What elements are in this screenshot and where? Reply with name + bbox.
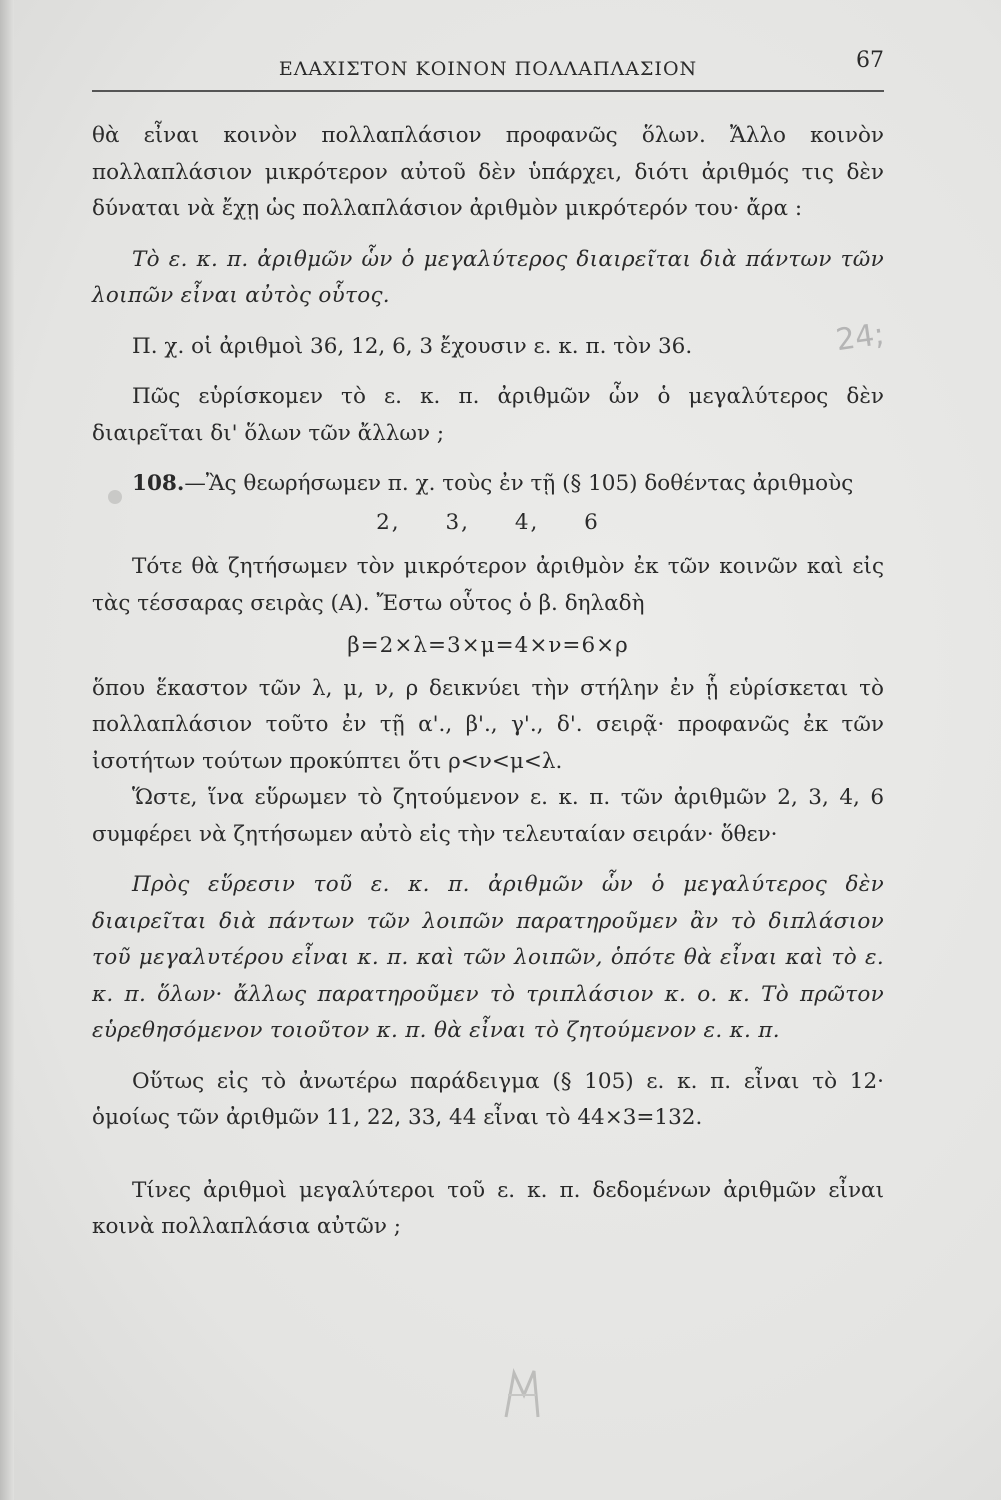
page-number: 67 xyxy=(856,48,884,73)
formula: β=2×λ=3×μ=4×ν=6×ρ xyxy=(347,633,629,658)
paragraph-8: Ὥστε, ἵνα εὕρωμεν τὸ ζητούμενον ε. κ. π. τῶν ἀριθμῶν 2, 3, 4, 6 συμφέρει νὰ ζητήσωμεν αὐτὸ εἰς τὴν τελευταίαν σειράν· ὅθεν· xyxy=(92,785,884,847)
body-text xyxy=(92,118,884,1246)
paragraph-7: ὅπου ἕκαστον τῶν λ, μ, ν, ρ δεικνύει τὴν στήλην ἐν ᾗ εὑρίσκεται τὸ πολλαπλάσιον τοῦτο ἐν τῇ α'., β'., γ'., δ'. σειρᾷ· προφανῶς ἐκ τῶν ἰσοτήτων τούτων προκύπτει ὅτι ρ<ν<μ<λ. xyxy=(92,675,884,774)
paragraph-10: Οὕτως εἰς τὸ ἀνωτέρω παράδειγμα (§ 105) ε. κ. π. εἶναι τὸ 12· ὁμοίως τῶν ἀριθμῶν 11, 22, 33, 44 εἶναι τὸ 44×3=132. xyxy=(92,1068,884,1130)
paragraph-1: θὰ εἶναι κοινὸν πολλαπλάσιον προφανῶς ὅλων. Ἄλλο κοινὸν πολλαπλάσιον μικρότερον αὐτοῦ δὲν ὑπάρχει, διότι ἀριθμός τις δὲν δύναται νὰ ἔχῃ ὡς πολλαπλάσιον ἀριθμὸν μικρότερόν του· ἄρα : xyxy=(92,123,884,221)
header-rule xyxy=(92,90,884,92)
page-header xyxy=(92,44,884,84)
section-108-text: —Ἂς θεωρήσωμεν π. χ. τοὺς ἐν τῇ (§ 105) δοθέντας ἀριθμοὺς xyxy=(184,471,854,496)
page-binding-edge xyxy=(0,0,14,1500)
question-paragraph-2: Τίνες ἀριθμοὶ μεγαλύτεροι τοῦ ε. κ. π. δεδομένων ἀριθμῶν εἶναι κοινὰ πολλαπλάσια αὐτῶν ; xyxy=(92,1177,884,1239)
question-paragraph-1: Πῶς εὑρίσκομεν τὸ ε. κ. π. ἀριθμῶν ὧν ὁ μεγαλύτερος δὲν διαιρεῖται δι' ὅλων τῶν ἄλλων ; xyxy=(92,384,884,446)
library-stamp-icon xyxy=(500,1365,544,1425)
example-paragraph: Π. χ. οἱ ἀριθμοὶ 36, 12, 6, 3 ἔχουσιν ε. κ. π. τὸν 36. xyxy=(132,333,693,359)
section-108-paragraph xyxy=(92,466,884,503)
pencil-annotation: 24; xyxy=(833,316,887,359)
paragraph-6: Τότε θὰ ζητήσωμεν τὸν μικρότερον ἀριθμὸν ἐκ τῶν κοινῶν καὶ εἰς τὰς τέσσαρας σειρὰς (Α). Ἔστω οὗτος ὁ β. δηλαδὴ xyxy=(92,554,884,616)
running-head: ΕΛΑΧΙΣΤΟΝ ΚΟΙΝΟΝ ΠΟΛΛΑΠΛΑΣΙΟΝ xyxy=(278,58,698,80)
numbers-list: 2, 3, 4, 6 xyxy=(376,509,600,535)
rule-statement-1: Τὸ ε. κ. π. ἀριθμῶν ὧν ὁ μεγαλύτερος διαιρεῖται διὰ πάντων τῶν λοιπῶν εἶναι αὐτὸς οὗτος. xyxy=(92,246,884,308)
section-number: 108. xyxy=(132,471,185,496)
rule-statement-2: Πρὸς εὕρεσιν τοῦ ε. κ. π. ἀριθμῶν ὧν ὁ μεγαλύτερος δὲν διαιρεῖται διὰ πάντων τῶν λοιπῶν παρατηροῦμεν ἂν τὸ διπλάσιον τοῦ μεγαλυτέρου εἶναι κ. π. καὶ τῶν λοιπῶν, ὁπότε θὰ εἶναι καὶ τὸ ε. κ. π. ὅλων· ἄλλως παρατηροῦμεν τὸ τριπλάσιον κ. ο. κ. Τὸ πρῶτον εὑρεθησόμενον τοιοῦτον κ. π. θὰ εἶναι τὸ ζητούμενον ε. κ. π. xyxy=(92,872,884,1043)
